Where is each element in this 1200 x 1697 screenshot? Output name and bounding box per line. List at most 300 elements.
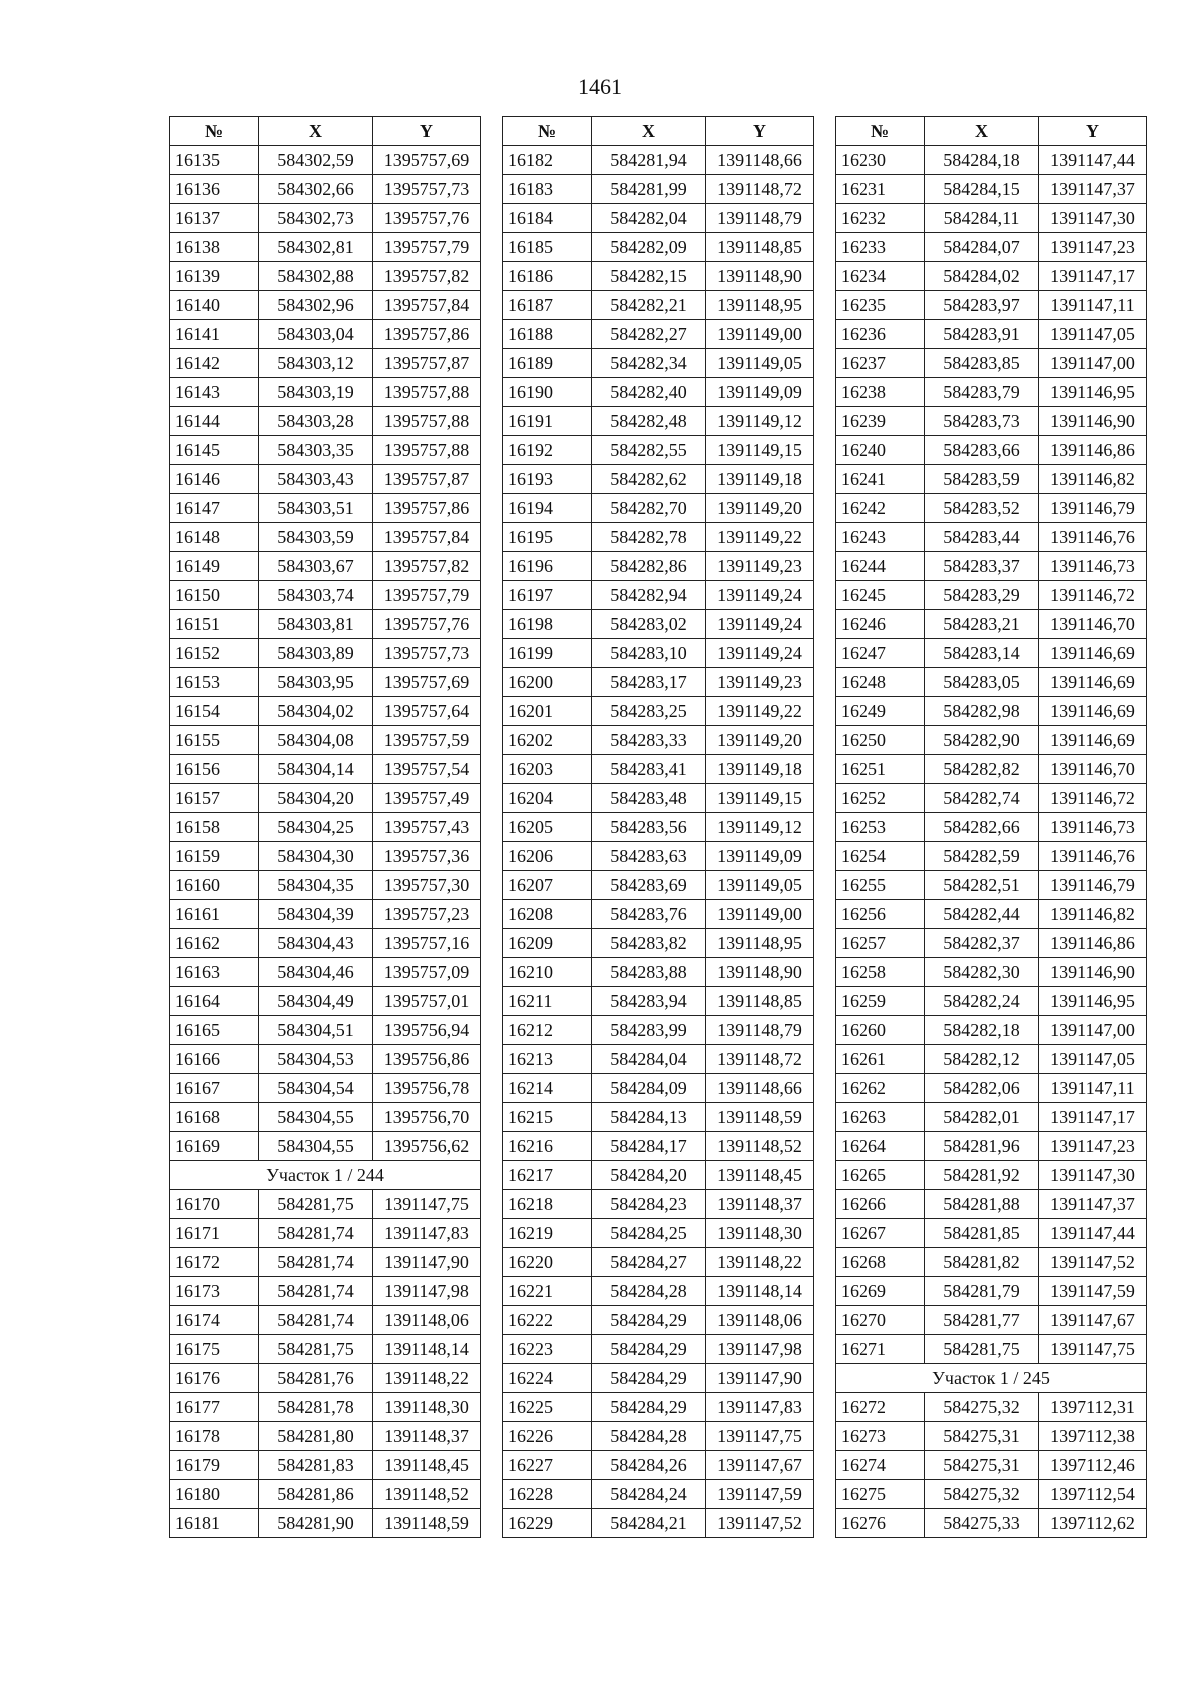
coordinates-table-3 xyxy=(835,116,1147,1538)
x-coordinate-cell: 584304,46 xyxy=(259,958,373,987)
point-number-cell: 16173 xyxy=(170,1277,259,1306)
x-coordinate-cell: 584282,37 xyxy=(925,929,1039,958)
y-coordinate-cell: 1391146,95 xyxy=(1039,987,1147,1016)
point-number-cell: 16176 xyxy=(170,1364,259,1393)
table-row xyxy=(836,755,1147,784)
table-row xyxy=(836,610,1147,639)
y-coordinate-cell: 1391146,82 xyxy=(1039,900,1147,929)
y-coordinate-cell: 1391147,75 xyxy=(706,1422,814,1451)
x-coordinate-cell: 584282,59 xyxy=(925,842,1039,871)
table-row xyxy=(836,1045,1147,1074)
x-coordinate-cell: 584282,74 xyxy=(925,784,1039,813)
point-number-cell: 16236 xyxy=(836,320,925,349)
table-row xyxy=(836,436,1147,465)
point-number-cell: 16167 xyxy=(170,1074,259,1103)
table-row xyxy=(170,697,481,726)
y-coordinate-cell: 1391148,95 xyxy=(706,291,814,320)
point-number-cell: 16208 xyxy=(503,900,592,929)
y-coordinate-cell: 1391147,05 xyxy=(1039,1045,1147,1074)
x-coordinate-cell: 584284,07 xyxy=(925,233,1039,262)
y-coordinate-cell: 1395757,36 xyxy=(373,842,481,871)
y-coordinate-cell: 1395756,70 xyxy=(373,1103,481,1132)
point-number-cell: 16250 xyxy=(836,726,925,755)
x-coordinate-cell: 584302,59 xyxy=(259,146,373,175)
x-coordinate-cell: 584303,51 xyxy=(259,494,373,523)
point-number-cell: 16265 xyxy=(836,1161,925,1190)
table-row xyxy=(836,233,1147,262)
x-coordinate-cell: 584284,09 xyxy=(592,1074,706,1103)
point-number-cell: 16274 xyxy=(836,1451,925,1480)
x-coordinate-cell: 584281,83 xyxy=(259,1451,373,1480)
table-row xyxy=(170,1335,481,1364)
x-coordinate-cell: 584281,74 xyxy=(259,1219,373,1248)
y-coordinate-cell: 1391149,00 xyxy=(706,900,814,929)
point-number-cell: 16256 xyxy=(836,900,925,929)
table-row xyxy=(503,1509,814,1538)
table-row xyxy=(503,465,814,494)
table-row xyxy=(170,1132,481,1161)
point-number-cell: 16187 xyxy=(503,291,592,320)
table-row xyxy=(503,1306,814,1335)
x-coordinate-cell: 584302,96 xyxy=(259,291,373,320)
point-number-cell: 16200 xyxy=(503,668,592,697)
x-coordinate-cell: 584283,99 xyxy=(592,1016,706,1045)
x-coordinate-cell: 584281,79 xyxy=(925,1277,1039,1306)
table-row xyxy=(836,1422,1147,1451)
point-number-cell: 16152 xyxy=(170,639,259,668)
y-coordinate-cell: 1391146,76 xyxy=(1039,523,1147,552)
table-row xyxy=(503,871,814,900)
table-row xyxy=(170,1103,481,1132)
table-header-row xyxy=(836,117,1147,146)
x-coordinate-cell: 584303,95 xyxy=(259,668,373,697)
y-coordinate-cell: 1395757,87 xyxy=(373,349,481,378)
x-coordinate-cell: 584275,31 xyxy=(925,1422,1039,1451)
point-number-cell: 16183 xyxy=(503,175,592,204)
x-coordinate-cell: 584281,85 xyxy=(925,1219,1039,1248)
page-number: 1461 xyxy=(578,74,622,99)
x-coordinate-cell: 584282,40 xyxy=(592,378,706,407)
table-row xyxy=(836,1277,1147,1306)
x-coordinate-cell: 584302,81 xyxy=(259,233,373,262)
point-number-cell: 16268 xyxy=(836,1248,925,1277)
x-coordinate-cell: 584282,24 xyxy=(925,987,1039,1016)
table-row xyxy=(836,1016,1147,1045)
table-row xyxy=(170,146,481,175)
point-number-cell: 16227 xyxy=(503,1451,592,1480)
x-coordinate-cell: 584283,85 xyxy=(925,349,1039,378)
point-number-cell: 16184 xyxy=(503,204,592,233)
x-coordinate-cell: 584281,94 xyxy=(592,146,706,175)
table-row xyxy=(836,581,1147,610)
x-coordinate-cell: 584284,11 xyxy=(925,204,1039,233)
table-row xyxy=(503,349,814,378)
table-row xyxy=(503,552,814,581)
point-number-cell: 16185 xyxy=(503,233,592,262)
point-number-cell: 16214 xyxy=(503,1074,592,1103)
x-coordinate-cell: 584304,39 xyxy=(259,900,373,929)
table-row xyxy=(170,1219,481,1248)
table-row xyxy=(836,668,1147,697)
table-row xyxy=(170,204,481,233)
x-coordinate-cell: 584281,74 xyxy=(259,1248,373,1277)
column-header-x: X xyxy=(259,117,373,146)
point-number-cell: 16261 xyxy=(836,1045,925,1074)
y-coordinate-cell: 1391146,69 xyxy=(1039,697,1147,726)
x-coordinate-cell: 584284,28 xyxy=(592,1277,706,1306)
point-number-cell: 16198 xyxy=(503,610,592,639)
y-coordinate-cell: 1391147,83 xyxy=(373,1219,481,1248)
table-row xyxy=(170,320,481,349)
x-coordinate-cell: 584303,81 xyxy=(259,610,373,639)
table-row xyxy=(170,668,481,697)
point-number-cell: 16171 xyxy=(170,1219,259,1248)
point-number-cell: 16218 xyxy=(503,1190,592,1219)
table-row xyxy=(170,1016,481,1045)
x-coordinate-cell: 584282,34 xyxy=(592,349,706,378)
table-row xyxy=(170,1422,481,1451)
x-coordinate-cell: 584302,66 xyxy=(259,175,373,204)
y-coordinate-cell: 1391146,79 xyxy=(1039,494,1147,523)
y-coordinate-cell: 1391148,59 xyxy=(706,1103,814,1132)
table-row xyxy=(170,175,481,204)
table-row xyxy=(836,523,1147,552)
table-row xyxy=(836,871,1147,900)
x-coordinate-cell: 584281,75 xyxy=(259,1190,373,1219)
point-number-cell: 16258 xyxy=(836,958,925,987)
table-row xyxy=(836,1132,1147,1161)
point-number-cell: 16239 xyxy=(836,407,925,436)
table-row xyxy=(503,407,814,436)
table-row xyxy=(170,349,481,378)
x-coordinate-cell: 584282,62 xyxy=(592,465,706,494)
x-coordinate-cell: 584304,14 xyxy=(259,755,373,784)
table-row xyxy=(503,1103,814,1132)
point-number-cell: 16203 xyxy=(503,755,592,784)
table-row xyxy=(503,320,814,349)
x-coordinate-cell: 584283,48 xyxy=(592,784,706,813)
column-header-y: Y xyxy=(1039,117,1147,146)
column-header-x: X xyxy=(925,117,1039,146)
column-header-number: № xyxy=(170,117,259,146)
y-coordinate-cell: 1395757,86 xyxy=(373,494,481,523)
table-row xyxy=(836,1103,1147,1132)
point-number-cell: 16242 xyxy=(836,494,925,523)
table-row xyxy=(503,233,814,262)
y-coordinate-cell: 1395757,16 xyxy=(373,929,481,958)
y-coordinate-cell: 1391148,30 xyxy=(373,1393,481,1422)
point-number-cell: 16151 xyxy=(170,610,259,639)
table-row xyxy=(170,1393,481,1422)
x-coordinate-cell: 584282,09 xyxy=(592,233,706,262)
section-title: Участок 1 / 245 xyxy=(836,1364,1147,1393)
y-coordinate-cell: 1391149,22 xyxy=(706,697,814,726)
y-coordinate-cell: 1391149,00 xyxy=(706,320,814,349)
x-coordinate-cell: 584304,20 xyxy=(259,784,373,813)
x-coordinate-cell: 584283,17 xyxy=(592,668,706,697)
point-number-cell: 16234 xyxy=(836,262,925,291)
table-row xyxy=(836,1393,1147,1422)
table-row xyxy=(170,900,481,929)
point-number-cell: 16271 xyxy=(836,1335,925,1364)
x-coordinate-cell: 584284,29 xyxy=(592,1306,706,1335)
table-row xyxy=(836,1161,1147,1190)
y-coordinate-cell: 1391148,30 xyxy=(706,1219,814,1248)
y-coordinate-cell: 1391148,79 xyxy=(706,204,814,233)
y-coordinate-cell: 1391147,00 xyxy=(1039,349,1147,378)
table-row xyxy=(836,494,1147,523)
table-row xyxy=(170,233,481,262)
point-number-cell: 16205 xyxy=(503,813,592,842)
y-coordinate-cell: 1391147,90 xyxy=(373,1248,481,1277)
y-coordinate-cell: 1391149,09 xyxy=(706,378,814,407)
table-row xyxy=(836,958,1147,987)
point-number-cell: 16272 xyxy=(836,1393,925,1422)
y-coordinate-cell: 1395757,09 xyxy=(373,958,481,987)
y-coordinate-cell: 1391146,82 xyxy=(1039,465,1147,494)
x-coordinate-cell: 584282,94 xyxy=(592,581,706,610)
y-coordinate-cell: 1391146,86 xyxy=(1039,929,1147,958)
y-coordinate-cell: 1391147,23 xyxy=(1039,1132,1147,1161)
y-coordinate-cell: 1395757,84 xyxy=(373,291,481,320)
table-row xyxy=(503,842,814,871)
point-number-cell: 16240 xyxy=(836,436,925,465)
y-coordinate-cell: 1391149,23 xyxy=(706,552,814,581)
x-coordinate-cell: 584281,74 xyxy=(259,1306,373,1335)
column-header-y: Y xyxy=(373,117,481,146)
y-coordinate-cell: 1391146,73 xyxy=(1039,552,1147,581)
point-number-cell: 16259 xyxy=(836,987,925,1016)
x-coordinate-cell: 584283,76 xyxy=(592,900,706,929)
y-coordinate-cell: 1391147,17 xyxy=(1039,1103,1147,1132)
y-coordinate-cell: 1391149,22 xyxy=(706,523,814,552)
y-coordinate-cell: 1391146,69 xyxy=(1039,639,1147,668)
x-coordinate-cell: 584283,44 xyxy=(925,523,1039,552)
y-coordinate-cell: 1391148,90 xyxy=(706,958,814,987)
x-coordinate-cell: 584304,02 xyxy=(259,697,373,726)
table-row xyxy=(170,1306,481,1335)
point-number-cell: 16216 xyxy=(503,1132,592,1161)
y-coordinate-cell: 1391149,24 xyxy=(706,581,814,610)
y-coordinate-cell: 1391147,98 xyxy=(373,1277,481,1306)
point-number-cell: 16195 xyxy=(503,523,592,552)
table-row xyxy=(836,726,1147,755)
x-coordinate-cell: 584303,12 xyxy=(259,349,373,378)
table-row xyxy=(836,813,1147,842)
x-coordinate-cell: 584284,21 xyxy=(592,1509,706,1538)
x-coordinate-cell: 584283,25 xyxy=(592,697,706,726)
x-coordinate-cell: 584283,52 xyxy=(925,494,1039,523)
y-coordinate-cell: 1391146,76 xyxy=(1039,842,1147,871)
y-coordinate-cell: 1391148,14 xyxy=(373,1335,481,1364)
point-number-cell: 16248 xyxy=(836,668,925,697)
table-row xyxy=(503,1016,814,1045)
point-number-cell: 16178 xyxy=(170,1422,259,1451)
point-number-cell: 16269 xyxy=(836,1277,925,1306)
table-row xyxy=(503,784,814,813)
y-coordinate-cell: 1395757,79 xyxy=(373,581,481,610)
table-row xyxy=(503,1190,814,1219)
table-row xyxy=(503,610,814,639)
point-number-cell: 16153 xyxy=(170,668,259,697)
y-coordinate-cell: 1391149,09 xyxy=(706,842,814,871)
point-number-cell: 16150 xyxy=(170,581,259,610)
point-number-cell: 16145 xyxy=(170,436,259,465)
table-row xyxy=(836,929,1147,958)
point-number-cell: 16223 xyxy=(503,1335,592,1364)
y-coordinate-cell: 1395757,79 xyxy=(373,233,481,262)
x-coordinate-cell: 584284,02 xyxy=(925,262,1039,291)
y-coordinate-cell: 1391148,66 xyxy=(706,1074,814,1103)
table-row xyxy=(503,291,814,320)
table-row xyxy=(503,436,814,465)
table-row xyxy=(836,291,1147,320)
x-coordinate-cell: 584281,80 xyxy=(259,1422,373,1451)
y-coordinate-cell: 1395757,76 xyxy=(373,610,481,639)
x-coordinate-cell: 584284,23 xyxy=(592,1190,706,1219)
point-number-cell: 16186 xyxy=(503,262,592,291)
point-number-cell: 16270 xyxy=(836,1306,925,1335)
point-number-cell: 16177 xyxy=(170,1393,259,1422)
point-number-cell: 16172 xyxy=(170,1248,259,1277)
table-header-row xyxy=(503,117,814,146)
point-number-cell: 16219 xyxy=(503,1219,592,1248)
y-coordinate-cell: 1395757,30 xyxy=(373,871,481,900)
point-number-cell: 16262 xyxy=(836,1074,925,1103)
x-coordinate-cell: 584304,53 xyxy=(259,1045,373,1074)
point-number-cell: 16224 xyxy=(503,1364,592,1393)
x-coordinate-cell: 584283,79 xyxy=(925,378,1039,407)
x-coordinate-cell: 584284,18 xyxy=(925,146,1039,175)
table-row xyxy=(503,1393,814,1422)
x-coordinate-cell: 584284,28 xyxy=(592,1422,706,1451)
y-coordinate-cell: 1391149,23 xyxy=(706,668,814,697)
x-coordinate-cell: 584283,10 xyxy=(592,639,706,668)
table-row xyxy=(503,581,814,610)
point-number-cell: 16148 xyxy=(170,523,259,552)
point-number-cell: 16255 xyxy=(836,871,925,900)
y-coordinate-cell: 1395757,82 xyxy=(373,262,481,291)
y-coordinate-cell: 1391147,23 xyxy=(1039,233,1147,262)
y-coordinate-cell: 1391148,22 xyxy=(373,1364,481,1393)
point-number-cell: 16168 xyxy=(170,1103,259,1132)
y-coordinate-cell: 1391147,17 xyxy=(1039,262,1147,291)
table-row xyxy=(836,1306,1147,1335)
point-number-cell: 16138 xyxy=(170,233,259,262)
y-coordinate-cell: 1391147,00 xyxy=(1039,1016,1147,1045)
y-coordinate-cell: 1391146,90 xyxy=(1039,958,1147,987)
x-coordinate-cell: 584283,94 xyxy=(592,987,706,1016)
y-coordinate-cell: 1395757,43 xyxy=(373,813,481,842)
table-row xyxy=(503,987,814,1016)
point-number-cell: 16156 xyxy=(170,755,259,784)
x-coordinate-cell: 584304,55 xyxy=(259,1132,373,1161)
y-coordinate-cell: 1391149,24 xyxy=(706,610,814,639)
table-row xyxy=(836,378,1147,407)
y-coordinate-cell: 1391148,52 xyxy=(373,1480,481,1509)
point-number-cell: 16232 xyxy=(836,204,925,233)
y-coordinate-cell: 1391147,90 xyxy=(706,1364,814,1393)
x-coordinate-cell: 584282,86 xyxy=(592,552,706,581)
point-number-cell: 16165 xyxy=(170,1016,259,1045)
point-number-cell: 16175 xyxy=(170,1335,259,1364)
y-coordinate-cell: 1391148,06 xyxy=(706,1306,814,1335)
table-row xyxy=(503,523,814,552)
table-row xyxy=(170,958,481,987)
x-coordinate-cell: 584283,21 xyxy=(925,610,1039,639)
y-coordinate-cell: 1391147,44 xyxy=(1039,1219,1147,1248)
y-coordinate-cell: 1391146,95 xyxy=(1039,378,1147,407)
table-row xyxy=(503,1161,814,1190)
point-number-cell: 16247 xyxy=(836,639,925,668)
x-coordinate-cell: 584284,13 xyxy=(592,1103,706,1132)
x-coordinate-cell: 584281,74 xyxy=(259,1277,373,1306)
y-coordinate-cell: 1395757,86 xyxy=(373,320,481,349)
table-row xyxy=(503,175,814,204)
table-row xyxy=(503,1335,814,1364)
y-coordinate-cell: 1395757,87 xyxy=(373,465,481,494)
y-coordinate-cell: 1395757,88 xyxy=(373,436,481,465)
table-header-row xyxy=(170,117,481,146)
table-row xyxy=(170,407,481,436)
x-coordinate-cell: 584282,78 xyxy=(592,523,706,552)
y-coordinate-cell: 1391149,20 xyxy=(706,726,814,755)
y-coordinate-cell: 1395757,69 xyxy=(373,668,481,697)
x-coordinate-cell: 584282,51 xyxy=(925,871,1039,900)
table-row xyxy=(503,958,814,987)
table-row xyxy=(836,1509,1147,1538)
table-row xyxy=(503,668,814,697)
x-coordinate-cell: 584303,19 xyxy=(259,378,373,407)
table-row xyxy=(836,1451,1147,1480)
x-coordinate-cell: 584283,59 xyxy=(925,465,1039,494)
point-number-cell: 16159 xyxy=(170,842,259,871)
x-coordinate-cell: 584281,88 xyxy=(925,1190,1039,1219)
column-header-number: № xyxy=(836,117,925,146)
point-number-cell: 16164 xyxy=(170,987,259,1016)
point-number-cell: 16263 xyxy=(836,1103,925,1132)
x-coordinate-cell: 584282,55 xyxy=(592,436,706,465)
y-coordinate-cell: 1391147,67 xyxy=(706,1451,814,1480)
point-number-cell: 16220 xyxy=(503,1248,592,1277)
y-coordinate-cell: 1391148,72 xyxy=(706,175,814,204)
table-row xyxy=(170,1364,481,1393)
y-coordinate-cell: 1395757,88 xyxy=(373,407,481,436)
y-coordinate-cell: 1391149,05 xyxy=(706,871,814,900)
table-row xyxy=(170,1480,481,1509)
x-coordinate-cell: 584304,49 xyxy=(259,987,373,1016)
point-number-cell: 16181 xyxy=(170,1509,259,1538)
point-number-cell: 16257 xyxy=(836,929,925,958)
x-coordinate-cell: 584282,12 xyxy=(925,1045,1039,1074)
point-number-cell: 16169 xyxy=(170,1132,259,1161)
y-coordinate-cell: 1391148,85 xyxy=(706,987,814,1016)
y-coordinate-cell: 1391146,73 xyxy=(1039,813,1147,842)
x-coordinate-cell: 584304,43 xyxy=(259,929,373,958)
x-coordinate-cell: 584283,37 xyxy=(925,552,1039,581)
table-row xyxy=(836,639,1147,668)
y-coordinate-cell: 1391149,15 xyxy=(706,784,814,813)
y-coordinate-cell: 1395757,64 xyxy=(373,697,481,726)
x-coordinate-cell: 584281,92 xyxy=(925,1161,1039,1190)
y-coordinate-cell: 1391146,79 xyxy=(1039,871,1147,900)
table-row xyxy=(503,1045,814,1074)
point-number-cell: 16149 xyxy=(170,552,259,581)
y-coordinate-cell: 1395756,86 xyxy=(373,1045,481,1074)
table-row xyxy=(170,755,481,784)
x-coordinate-cell: 584302,88 xyxy=(259,262,373,291)
table-row xyxy=(836,262,1147,291)
